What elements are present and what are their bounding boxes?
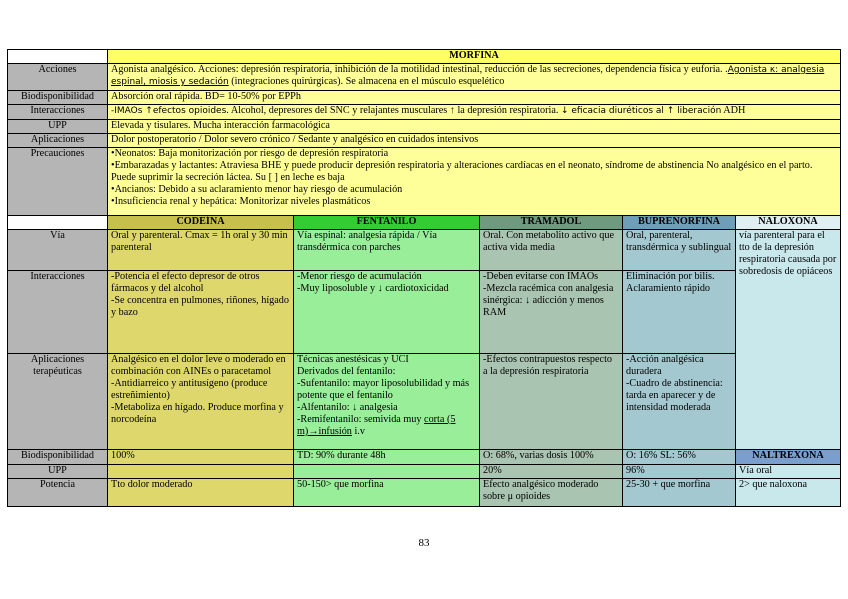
tramadol-potencia: Efecto analgésico moderado sobre μ opioides [480, 479, 623, 507]
row-label-acciones: Acciones [8, 64, 108, 91]
morfina-interacciones: -IMAOs ↑efectos opioides. Alcohol, depresores del SNC y relajantes musculares ↑ la depresión respiratoria. ↓ eficacia diuréticos al ↑ liberación ADH [108, 105, 841, 120]
row-label-precauciones: Precauciones [8, 148, 108, 216]
page-number: 83 [418, 537, 430, 549]
naltrexona-upp: Vía oral [736, 465, 841, 479]
buprenorfina-aplicaciones: -Acción analgésica duradera -Cuadro de abstinencia: tarda en aparecer y de intensidad moderada [623, 354, 736, 450]
header-tramadol: TRAMADOL [480, 216, 623, 230]
row-label-aplicaciones-terapeuticas: Aplicaciones terapéuticas [8, 354, 108, 450]
row-label-biodisponibilidad-drugs: Biodisponibilidad [8, 450, 108, 465]
fentanilo-aplicaciones: Técnicas anestésicas y UCI Derivados del fentanilo: -Sufentanilo: mayor liposolubilidad y más potente que el fentanilo -Alfentanilo: ↓ analgesia -Remifentanilo: semivida muy corta (5 m)→infusión i.v [294, 354, 480, 450]
agonista-kappa-highlight: Agonista κ: analgesia espinal, miosis y sedación [111, 65, 825, 87]
header-fentanilo: FENTANILO [294, 216, 480, 230]
row-label-upp: UPP [8, 120, 108, 134]
row-label-via: Vía [8, 230, 108, 271]
morfina-precauciones: •Neonatos: Baja monitorización por riesgo de depresión respiratoria •Embarazadas y lactantes: Atraviesa BHE y puede producir depresión respiratoria y alteraciones cardíacas en el neonato, síndrome de abstinencia No analgésico en el parto. Puede suprimir la secreción láctea. Su [ ] en leche es baja •Ancianos: Debido a su aclaramiento menor hay riesgo de acumulación •Insuficiencia renal y hepática: Monitorizar niveles plasmáticos [108, 148, 841, 216]
fentanilo-via: Vía espinal: analgesia rápida / Vía transdérmica con parches [294, 230, 480, 271]
header-buprenorfina: BUPRENORFINA [623, 216, 736, 230]
drug-header-corner [8, 216, 108, 230]
tramadol-upp: 20% [480, 465, 623, 479]
codeina-biodisponibilidad: 100% [108, 450, 294, 465]
row-label-biodisponibilidad: Biodisponibilidad [8, 91, 108, 105]
tramadol-interacciones: -Deben evitarse con IMAOs -Mezcla racémica con analgesia sinérgica: ↓ adicción y menos RAM [480, 271, 623, 354]
codeina-potencia: Tto dolor moderado [108, 479, 294, 507]
codeina-upp [108, 465, 294, 479]
morfina-upp: Elevada y tisulares. Mucha interacción farmacológica [108, 120, 841, 134]
tramadol-biodisponibilidad: O: 68%, varias dosis 100% [480, 450, 623, 465]
naltrexona-potencia: 2> que naloxona [736, 479, 841, 507]
remifentanilo-underline: corta (5 m)→infusión [297, 414, 456, 437]
row-label-interacciones-drugs: Interacciones [8, 271, 108, 354]
fentanilo-upp [294, 465, 480, 479]
tramadol-aplicaciones: -Efectos contrapuestos respecto a la depresión respiratoria [480, 354, 623, 450]
fentanilo-interacciones: -Menor riesgo de acumulación -Muy liposoluble y ↓ cardiotoxicidad [294, 271, 480, 354]
header-naloxona: NALOXONA [736, 216, 841, 230]
morfina-biodisponibilidad: Absorción oral rápida. BD= 10-50% por EPPh [108, 91, 841, 105]
buprenorfina-upp: 96% [623, 465, 736, 479]
codeina-aplicaciones: Analgésico en el dolor leve o moderado en combinación con AINEs o paracetamol -Antidiarreico y antitusígeno (produce estreñimiento) -Metaboliza en hígado. Produce morfina y norcodeína [108, 354, 294, 450]
row-label-upp-drugs: UPP [8, 465, 108, 479]
naloxona-via: vía parenteral para el tto de la depresión respiratoria causada por sobredosis de opiáceos [736, 230, 841, 450]
tramadol-via: Oral. Con metabolito activo que activa vida media [480, 230, 623, 271]
row-label-potencia: Potencia [8, 479, 108, 507]
codeina-via: Oral y parenteral. Cmax = 1h oral y 30 min parenteral [108, 230, 294, 271]
row-label-interacciones: Interacciones [8, 105, 108, 120]
buprenorfina-biodisponibilidad: O: 16% SL: 56% [623, 450, 736, 465]
morfina-acciones: Agonista analgésico. Acciones: depresión respiratoria, inhibición de la motilidad intestinal, reducción de las secreciones, dependencia física y euforia. .Agonista κ: analgesia espinal, miosis y sedación (integraciones quirúrgicas). Se almacena en el músculo esquelético [108, 64, 841, 91]
fentanilo-potencia: 50-150> que morfina [294, 479, 480, 507]
header-codeina: CODEÍNA [108, 216, 294, 230]
buprenorfina-interacciones: Eliminación por bilis. Aclaramiento rápido [623, 271, 736, 354]
buprenorfina-potencia: 25-30 + que morfina [623, 479, 736, 507]
fentanilo-biodisponibilidad: TD: 90% durante 48h [294, 450, 480, 465]
morfina-header: MORFINA [108, 50, 841, 64]
codeina-interacciones: -Potencia el efecto depresor de otros fármacos y del alcohol -Se concentra en pulmones, riñones, hígado y bazo [108, 271, 294, 354]
header-naltrexona: NALTREXONA [736, 450, 841, 465]
buprenorfina-via: Oral, parenteral, transdérmica y sublingual [623, 230, 736, 271]
pharmacology-table [7, 49, 841, 507]
row-label-aplicaciones: Aplicaciones [8, 134, 108, 148]
corner-cell [8, 50, 108, 64]
morfina-aplicaciones: Dolor postoperatorio / Dolor severo crónico / Sedante y analgésico en cuidados intensivos [108, 134, 841, 148]
